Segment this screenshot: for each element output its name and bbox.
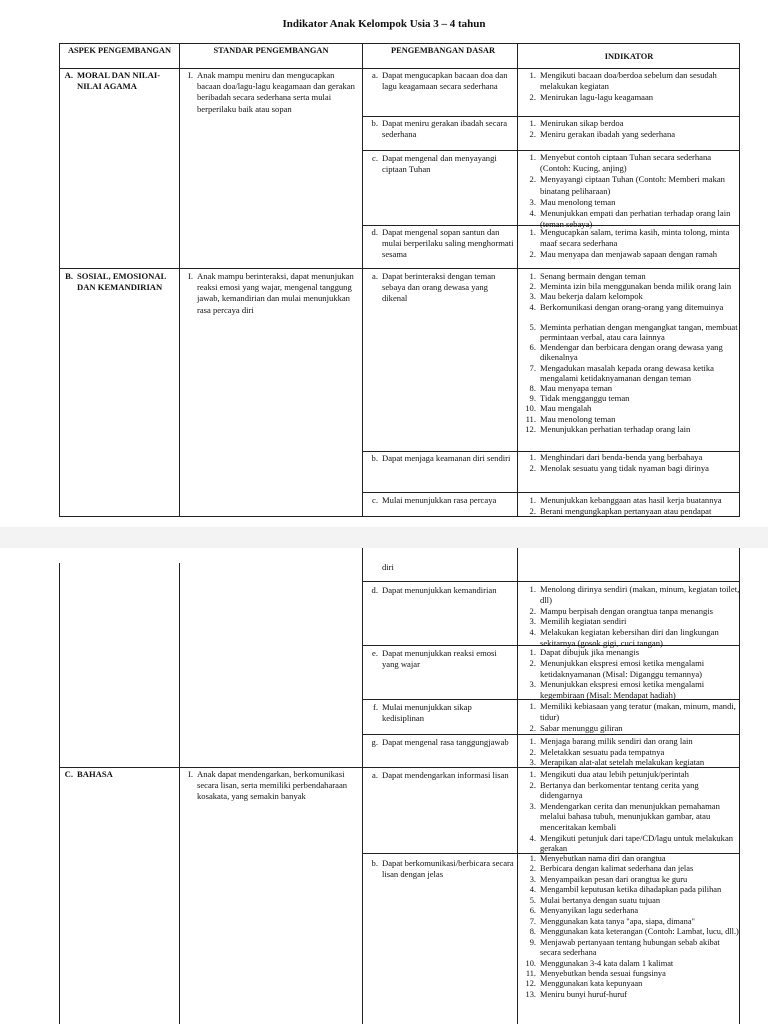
dasar-row: d. Dapat menunjukkan kemandirian (371, 585, 497, 595)
indikator-list: 1. Dapat dibujuk jika menangis 2. Menunjukkan ekspresi emosi ketika mengalami ketidaknyamanan (Misal: Diganggu temannya) 3. Menunjukkan ekspresi emosi ketika mengalami kegembiraan (Misal: Mendapat hadiah) (529, 647, 705, 701)
document-page-2 (0, 548, 768, 1024)
indikator-list: 1. Menolong dirinya sendiri (makan, minum, kegiatan toilet, dll) 2. Mampu berpisah dengan orangtua tanpa menangis 3. Memilih kegiatan sendiri 4. Melakukan kegiatan kebersihan diri dan lingkungan sekitarnya (gosok gigi, cuci tangan) (529, 584, 740, 648)
dasar-row: a. Dapat mengucapkan bacaan doa dan lagu keagamaan secara sederhana (372, 70, 508, 92)
indikator-list: 1. Menyebut contoh ciptaan Tuhan secara sederhana (Contoh: Kucing, anjing) 2. Menyayangi ciptaan Tuhan (Contoh: Memberi makan binatang peliharaan) 3. Mau menolong teman 4. Menunjukkan empati dan perhatian terhadap orang lain (teman sebaya) (529, 152, 731, 230)
dasar-row: c. Mulai menunjukkan rasa percaya (372, 495, 497, 505)
indikator-list: 1. Mengikuti dua atau lebih petunjuk/perintah 2. Bertanya dan berkomentar tentang cerita yang didengarnya 3. Mendengarkan cerita dan menunjukkan pemahaman melalui bahasa tubuh, menunjukkan gambar, atau menceritakan kembali 4. Mengikuti petunjuk dari tape/CD/lagu untuk melakukan gerakan (529, 769, 734, 854)
indikator-list: 1. Menirukan sikap berdoa 2. Meniru gerakan ibadah yang sederhana (529, 118, 676, 140)
header-standar: STANDAR PENGEMBANGAN (213, 46, 329, 55)
dasar-row: a. Dapat berinteraksi dengan teman sebaya dan orang dewasa yang dikenal (372, 271, 496, 304)
dasar-row: b. Dapat menjaga keamanan diri sendiri (371, 453, 511, 463)
indikator-list: 1. Mengucapkan salam, terima kasih, minta tolong, minta maaf secara sederhana 2. Mau menyapa dan menjawab sapaan dengan ramah (529, 227, 730, 260)
indikator-list: 1. Menunjukkan kebanggaan atas hasil kerja buatannya 2. Berani mengungkapkan pertanyaan atau pendapat (529, 495, 722, 516)
dasar-row: b. Dapat meniru gerakan ibadah secara sederhana (371, 118, 508, 140)
standar-a: I. Anak mampu meniru dan mengucapkan bacaan doa/lagu-lagu keagamaan dan gerakan beribadah secara sederhana serta mulai berperilaku baik atau sopan (187, 70, 355, 114)
dasar-row: c. Dapat mengenal dan menyayangi ciptaan Tuhan (372, 153, 497, 175)
dasar-row: g. Dapat mengenal rasa tanggungjawab (371, 737, 509, 747)
dasar-row: d. Dapat mengenal sopan santun dan mulai berperilaku saling menghormati sesama (371, 227, 514, 260)
dasar-row: e. Dapat menunjukkan reaksi emosi yang wajar (372, 648, 497, 670)
standar-c: I. Anak dapat mendengarkan, berkomunikasi secara lisan, serta memiliki perbendaharaan kosakata, yang semakin banyak (187, 769, 348, 802)
aspect-b: B. SOSIAL, EMOSIONAL DAN KEMANDIRIAN (65, 271, 166, 293)
dasar-row: f. Mulai menunjukkan sikap kedisiplinan (372, 702, 472, 724)
indikator-list: 1. Menghindari dari benda-benda yang berbahaya 2. Menolak sesuatu yang tidak nyaman bagi dirinya (529, 452, 709, 474)
aspect-a: A. MORAL DAN NILAI-NILAI AGAMA (64, 70, 161, 92)
dasar-row: a. Dapat mendengarkan informasi lisan (372, 770, 509, 780)
indikator-list: 1. Menjaga barang milik sendiri dan orang lain 2. Meletakkan sesuatu pada tempatnya 3. Merapikan alat-alat setelah melakukan kegiatan (529, 736, 705, 767)
aspect-c: C. BAHASA (64, 769, 113, 779)
header-indikator: INDIKATOR (604, 52, 654, 61)
dasar-continuation: diri (382, 562, 394, 572)
dasar-row: b. Dapat berkomunikasi/berbicara secara lisan dengan jelas (371, 858, 514, 880)
indikator-list: 1. Senang bermain dengan teman 2. Meminta izin bila menggunakan benda milik orang lain 3. Mau bekerja dalam kelompok 4. Berkomunikasi dengan orang-orang yang ditemuinya 5. Meminta perhatian dengan mengangkat tangan, membuat permintaan verbal, atau cara lainnya 6. Mendengar dan berbicara dengan orang dewasa yang dikenalnya 7. Mengadukan masalah kepada orang dewasa ketika mengalami ketidaknyamanan dengan teman 8. Mau menyapa teman 9. Tidak mengganggu teman 10. Mau mengalah 11. Mau menolong teman 12. Menunjukkan perhatian terhadap orang lain (525, 271, 738, 434)
indikator-list: 1. Memiliki kebiasaan yang teratur (makan, minum, mandi, tidur) 2. Sabar menunggu giliran (529, 701, 736, 733)
header-dasar: PENGEMBANGAN DASAR (391, 46, 495, 55)
indikator-list: 1. Mengikuti bacaan doa/berdoa sebelum dan sesudah melakukan kegiatan 2. Menirukan lagu-lagu keagamaan (529, 70, 717, 103)
indikator-list: 1. Menyebutkan nama diri dan orangtua 2. Berbicara dengan kalimat sederhana dan jelas 3. Menyampaikan pesan dari orangtua ke guru 4. Mengambil keputusan ketika dihadapkan pada pilihan 5. Mulai bertanya dengan suatu tujuan 6. Menyanyikan lagu sederhana 7. Menggunakan kata tanya "apa, siapa, dimana" 8. Menggunakan kata keterangan (Contoh: Lambat, lucu, dll.) 9. Menjawab pertanyaan tentang hubungan sebab akibat secara sederhana 10. Menggunakan 3-4 kata dalam 1 kalimat 11. Menyebutkan benda sesuai fungsinya 12. Menggunakan kata kepunyaan 13. Meniru bunyi huruf-huruf (525, 854, 739, 999)
standar-b: I. Anak mampu berinteraksi, dapat menunjukan reaksi emosi yang wajar, mengenal tanggung jawab, kemandirian dan mulai menunjukkan rasa percaya diri (187, 271, 354, 315)
page-title: Indikator Anak Kelompok Usia 3 – 4 tahun (282, 18, 486, 30)
header-aspek: ASPEK PENGEMBANGAN (67, 46, 172, 55)
